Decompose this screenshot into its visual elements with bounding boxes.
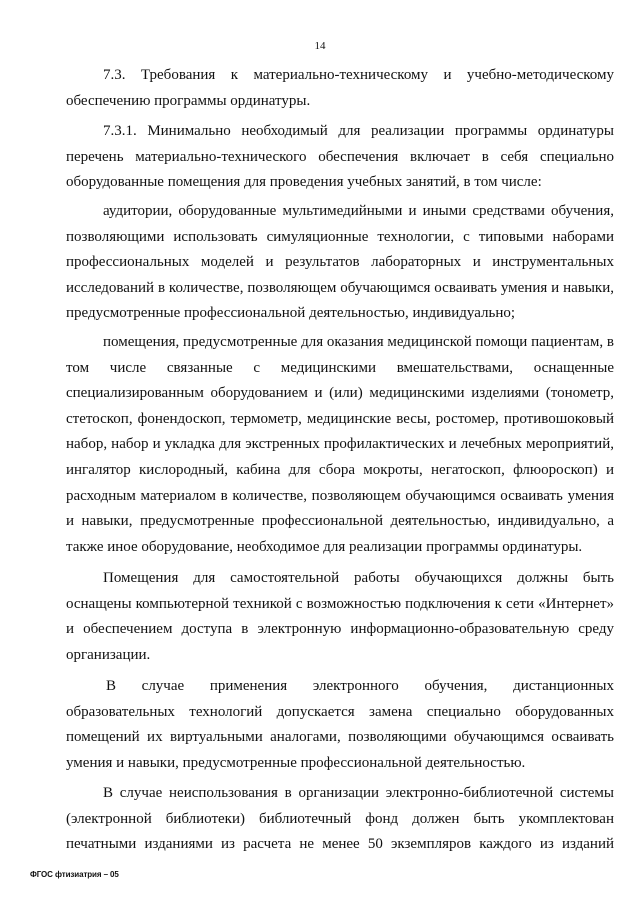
paragraph-e-learning: В случае применения электронного обучения, дистанционных образовательных технологий допускается замена специально оборудованных помещений их виртуальными аналогами, позволяющими обучающимся осваивать умения и навыки, предусмотренные профессиональной деятельностью. bbox=[66, 678, 614, 771]
section-heading-7-3: 7.3. Требования к материально-техническому и учебно-методическому обеспечению программы ординатуры. bbox=[66, 67, 614, 109]
paragraph-self-study-rooms: Помещения для самостоятельной работы обучающихся должны быть оснащены компьютерной техникой с возможностью подключения к сети «Интернет» и обеспечением доступа в электронную информационно-образовательную среду организации. bbox=[66, 570, 614, 663]
paragraph-medical-rooms: помещения, предусмотренные для оказания медицинской помощи пациентам, в том числе связанные с медицинскими вмешательствами, оснащенные специализированным оборудованием и (или) медицинскими изделиями (тонометр, стетоскоп, фонендоскоп, термометр, медицинские весы, ростомер, противошоковый набор, набор и укладка для экстренных профилактических и лечебных мероприятий, ингалятор кислородный, кабина для сбора мокроты, негатоскоп, флюороскоп) и расходным материалом в количестве, позволяющем обучающимся осваивать умения и навыки, предусмотренные профессиональной деятельностью, индивидуально, а также иное оборудование, необходимое для реализации программы ординатуры. bbox=[66, 334, 614, 555]
paragraph-library: В случае неиспользования в организации электронно-библиотечной системы (электронной библиотеки) библиотечный фонд должен быть укомплектован печатными изданиями из расчета не менее 50 экземпляров каждого из изданий bbox=[66, 785, 614, 853]
paragraph-7-3-1: 7.3.1. Минимально необходимый для реализации программы ординатуры перечень материально-технического обеспечения включает в себя специально оборудованные помещения для проведения учебных занятий, в том числе: bbox=[66, 123, 614, 191]
paragraph-auditoriums: аудитории, оборудованные мультимедийными и иными средствами обучения, позволяющими использовать симуляционные технологии, с типовыми наборами профессиональных моделей и результатов лабораторных и инструментальных исследований в количестве, позволяющем обучающимся осваивать умения и навыки, предусмотренные профессиональной деятельностью, индивидуально; bbox=[66, 203, 614, 322]
footer-document-code: ФГОС фтизиатрия – 05 bbox=[30, 870, 119, 879]
page-number: 14 bbox=[314, 40, 326, 52]
